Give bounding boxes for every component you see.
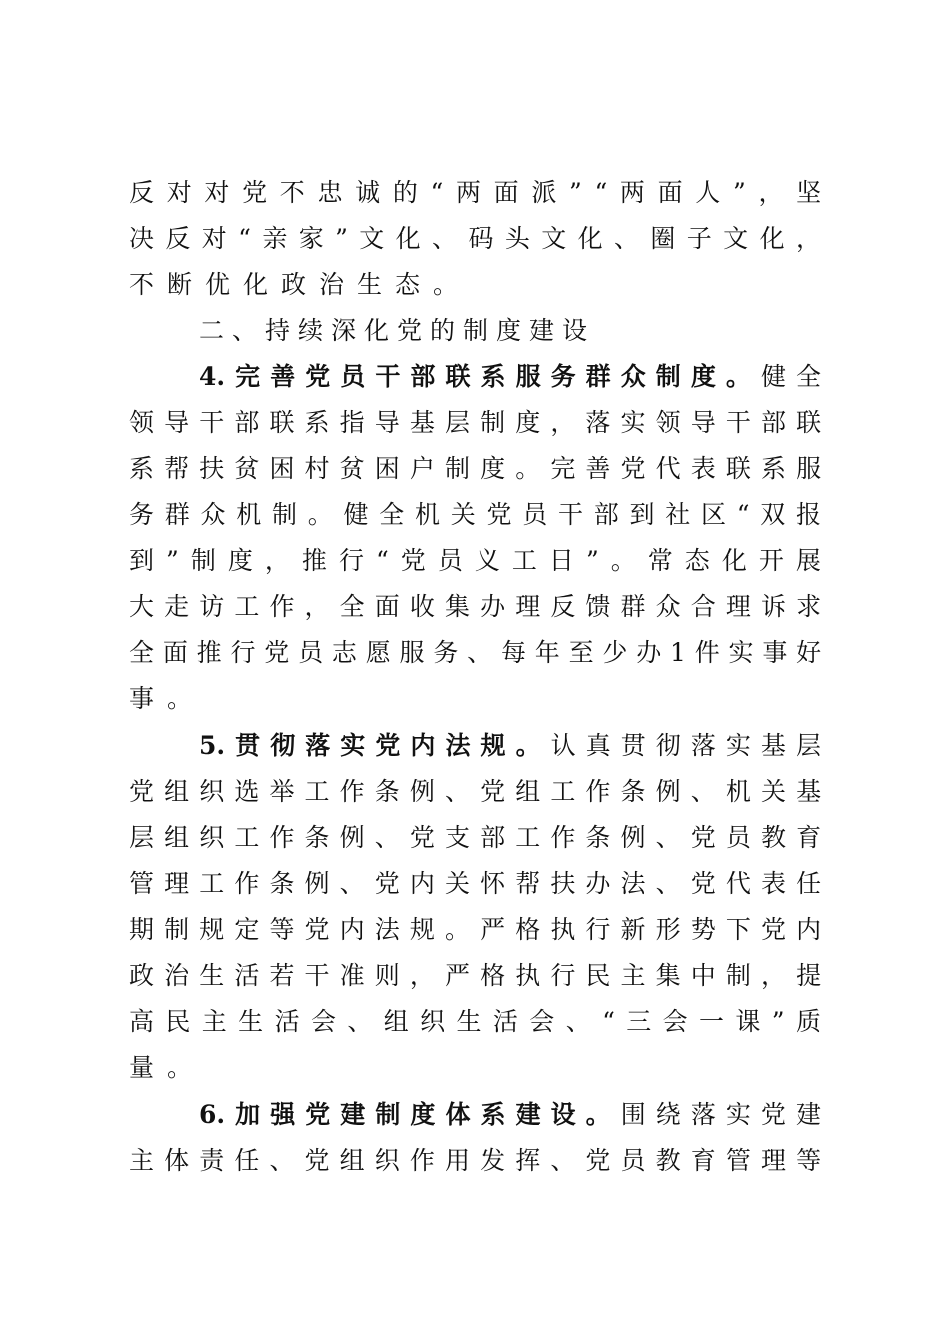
text-line: 系 帮 扶 贫 困 村 贫 困 户 制 度 。 完 善 党 代 表 联 系 服 — [129, 454, 821, 483]
section-heading: 二、持续深化党的制度建设 — [199, 316, 596, 345]
item-6-first-line — [199, 1095, 821, 1135]
text-line: 党 组 织 选 举 工 作 条 例 、 党 组 工 作 条 例 、 机 关 基 — [129, 777, 821, 806]
item-5-first-text: 认真贯彻落实基层 — [550, 731, 821, 760]
item-6-first-text: 围绕落实党建 — [620, 1100, 821, 1129]
text-line: 主 体 责 任 、 党 组 织 作 用 发 挥 、 党 员 教 育 管 理 等 — [129, 1146, 821, 1175]
text-line: 政 治 生 活 若 干 准 则 ， 严 格 执 行 民 主 集 中 制 ， 提 — [129, 961, 821, 990]
text-line: 领 导 干 部 联 系 指 导 基 层 制 度 ， 落 实 领 导 干 部 联 — [129, 408, 821, 437]
text-line: 不断优化政治生态。 — [129, 270, 472, 299]
item-4-first-text: 健全 — [760, 362, 821, 391]
text-line: 事。 — [129, 684, 206, 713]
text-line: 大 走 访 工 作 ， 全 面 收 集 办 理 反 馈 群 众 合 理 诉 求 — [129, 592, 821, 621]
text-line: 期 制 规 定 等 党 内 法 规 。 严 格 执 行 新 形 势 下 党 内 — [129, 915, 821, 944]
item-5-title: 5.贯彻落实党内法规。 — [199, 731, 551, 760]
item-4-title: 4.完善党员干部联系服务群众制度。 — [199, 362, 761, 391]
text-line: 务 群 众 机 制 。 健 全 机 关 党 员 干 部 到 社 区 “ 双 报 — [129, 500, 821, 529]
item-5-first-line — [199, 726, 821, 766]
item-4-first-line — [199, 357, 821, 397]
text-line: 高 民 主 生 活 会 、 组 织 生 活 会 、 “ 三 会 一 课 ” 质 — [129, 1007, 821, 1036]
item-6-title: 6.加强党建制度体系建设。 — [199, 1100, 621, 1129]
text-line: 全 面 推 行 党 员 志 愿 服 务 、 每 年 至 少 办 1 件 实 事 好 — [129, 638, 821, 667]
text-line: 层 组 织 工 作 条 例 、 党 支 部 工 作 条 例 、 党 员 教 育 — [129, 823, 821, 852]
text-line: 管 理 工 作 条 例 、 党 内 关 怀 帮 扶 办 法 、 党 代 表 任 — [129, 869, 821, 898]
text-line: 到 ” 制 度 ， 推 行 “ 党 员 义 工 日 ” 。 常 态 化 开 展 — [129, 546, 821, 575]
text-line: 量。 — [129, 1053, 206, 1082]
text-line: 反 对 对 党 不 忠 诚 的 “ 两 面 派 ” “ 两 面 人 ” ， 坚 — [129, 178, 821, 207]
text-line: 决 反 对 “ 亲 家 ” 文 化 、 码 头 文 化 、 圈 子 文 化 ， — [129, 224, 821, 253]
